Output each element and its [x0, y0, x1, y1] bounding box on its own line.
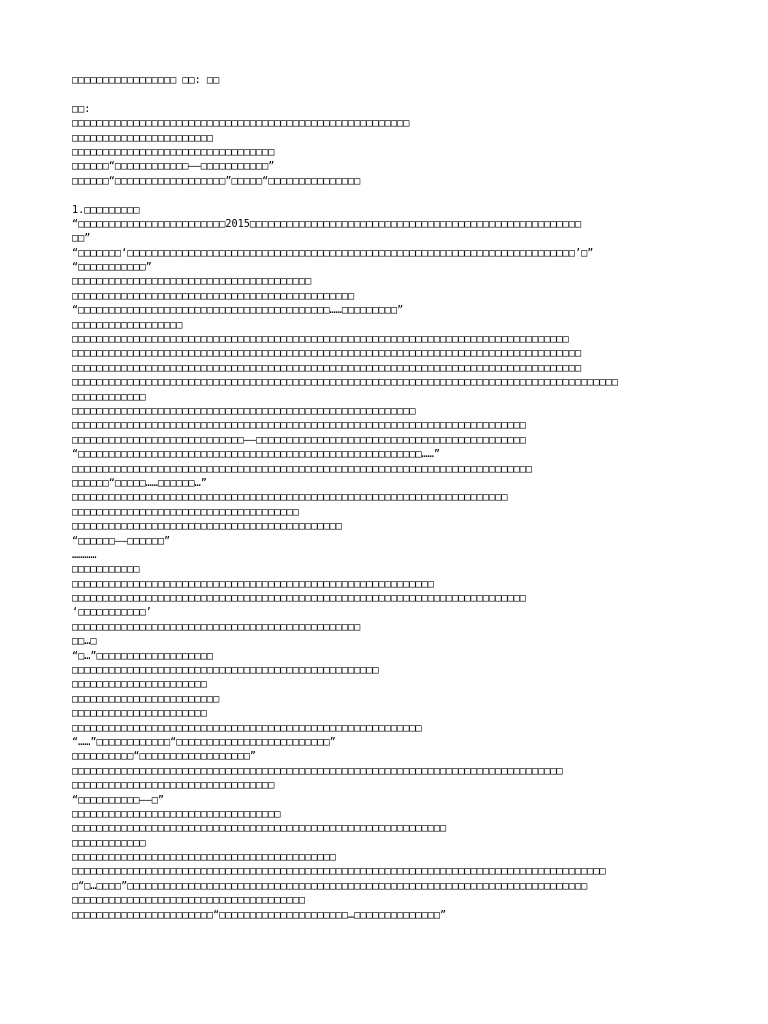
text-line: □□□□□□□□□□□□□□□□□□□□□□□□□□□□□□□□□□□□□□□□□□□□□□□□□□□□□□□□□□□□□□□□□□□□□□□□□□ [72, 593, 526, 605]
text-line: 1.□□□□□□□□□ [72, 204, 140, 216]
text-line: □□□□□□□□□□□□□□□□□□□□□□□□□□□□□□□□□□□□□□□□□□□ [72, 852, 336, 864]
text-line: □□□□□□□□□□□□□□□□□□□□□□ [72, 708, 207, 720]
text-line: □□…□ [72, 636, 97, 648]
text-line: □□□□□□□□□□□□□□□□□□ [72, 319, 183, 331]
text-line: “□□□□□□□□□□□” [72, 262, 152, 274]
text-line: ………… [72, 549, 97, 561]
text-line: “……”□□□□□□□□□□□□“□□□□□□□□□□□□□□□□□□□□□□□□□” [72, 736, 336, 748]
text-line: □□” [72, 233, 91, 245]
document-title: □□□□□□□□□□□□□□□□□ □□: □□ [72, 75, 220, 86]
text-line: □□□□□□□□□□□□□□□□□□□□□□□□□□□□□□□□□□□□□□□□□□□□□□□□□□□□□□□□□ [72, 722, 422, 734]
blank-line [72, 189, 712, 203]
text-line: □□□□□□□□□□□ [72, 564, 140, 576]
text-line: □□□□□□□□□□“□□□□□□□□□□□□□□□□□□” [72, 751, 257, 763]
text-line: □□□□□□□□□□□□□□□□□□□□□□ [72, 679, 207, 691]
text-line: □□□□□□□□□□□□□□□□□□□□□□□□□□□□□□□□□□□□□□□□□□□□□□□□□□ [72, 665, 379, 677]
text-line: □□□□□□□□□□□□ [72, 391, 146, 403]
text-line: □□□□□□□□□□□□□□□□□□□□□□□□□□□□□□□□□□□□□□□□□□□□□□□ [72, 621, 361, 633]
text-line: □□□□□□□□□□□□□□□□□□□□□□□□□□□□□□□□□□□□□□□□□□□□□□□□□□□□□□□□□□□□□□□□□□□□□□□□□□ [72, 420, 526, 432]
text-line: □□□□□□□□□□□□□□□□□□□□□□□□□□□□□□□□□□□□□□□□□□□□□□□□□□□□□□□□□□□□□□□□□□□□□□□□□□□□□□□□□□□ [72, 348, 582, 360]
document-body [72, 74, 712, 923]
text-line: □□□□□□□□□□□□□□□□□□□□□□□□□□□□□□□□□□□□□□□□□□□□ [72, 521, 342, 533]
text-line: “□□□□□□□□□□□□□□□□□□□□□□□□□□□□□□□□□□□□□□□□□□□□□□□□□□□□□□□□……” [72, 449, 441, 461]
text-line: “□□□□□□□□□□——□” [72, 794, 165, 806]
text-line: □□□□□□□□□□□□□□□□□□□□□□□□□□□□□□□□□□□□□□□□□□□□□□□□□□□□□□□□□□□ [72, 578, 434, 590]
text-line: □□□□□□□□□□□□□□□□□□□□□□□□□□□□□□□□□□□□□□□□□□□□□□□□□□□□□□□□□□□□□□□□□□□□□□□□□□□ [72, 463, 533, 475]
blank-line [72, 88, 712, 102]
text-line: □□□□□□□□□□□□□□□□□□□□□□□□□□□□□□□□□□□□□ [72, 506, 299, 518]
text-line: □□: [72, 103, 91, 115]
text-line: □□□□□□□□□□□□□□□□□□□□□□□□□□□□——□□□□□□□□□□□□□□□□□□□□□□□□□□□□□□□□□□□□□□□□□□□□ [72, 434, 526, 446]
text-line: □□□□□□□□□□□□□□□□□□□□□□□“□□□□□□□□□□□□□□□□□□□□□…□□□□□□□□□□□□□□” [72, 909, 447, 921]
text-line: □□□□□□□□□□□□□□□□□□□□□□□□□□□□□□□□□ [72, 780, 275, 792]
text-line: □□□□□□□□□□□□□□□□□□□□□□□□□□□□□□□□□□□□□□□□□□□□□□□□□□□□□□□□□□□□□□□□□□□□□□□□□□□□□□□□□□□ [72, 362, 582, 374]
text-line: □□□□□□□□□□□□□□□□□□□□□□□□□□□□□□□□□□□□□□□□□□□□□□□□□□□□□□□□□□□□□ [72, 823, 447, 835]
text-line: □□□□□□□□□□□□□□□□□□□□□□□□□□□□□□□□□□□□□□□□□□□□□□ [72, 290, 355, 302]
text-line: ‘□□□□□□□□□□□’ [72, 607, 152, 619]
text-line: □□□□□□□□□□□□□□□□□□□□□□□□□□□□□□□□□□□□□□□□□□□□□□□□□□□□□□□□□□□□□□□□□□□□□□□ [72, 492, 508, 504]
text-line: □□□□□□□□□□□□□□□□□□□□□□□□□□□□□□□□□ [72, 146, 275, 158]
text-line: □□□□□□□□□□□□□□□□□□□□□□□□□□□□□□□□□□ [72, 808, 281, 820]
text-line: □□□□□□□□□□□□ [72, 837, 146, 849]
text-line: □□□□□□□□□□□□□□□□□□□□□□□□□□□□□□□□□□□□□□□□□□□□□□□□□□□□□□□□□□□□□□□□□□□□□□□□□□□□□□□□□ [72, 334, 569, 346]
text-line: “□…”□□□□□□□□□□□□□□□□□□□ [72, 650, 214, 662]
text-line: □□□□□□“□□□□□□□□□□□□□□□□□□”□□□□□“□□□□□□□□□□□□□□□ [72, 175, 361, 187]
text-line: □□□□□□□□□□□□□□□□□□□□□□□□□□□□□□□□□□□□□□□□□□□□□□□□□□□□□□□□□□□□□□□□□□□□□□□□□□□□□□□□□□□□□□□□□ [72, 377, 618, 389]
text-line: □□□□□□□□□□□□□□□□□□□□□□□□□□□□□□□□□□□□□□□□□□□□□□□□□□□□□□□ [72, 118, 410, 130]
text-line: □□□□□□“□□□□□□□□□□□□——□□□□□□□□□□□” [72, 161, 275, 173]
text-line: □□□□□□□□□□□□□□□□□□□□□□□□□□□□□□□□□□□□□□ [72, 895, 306, 907]
text-line: □□□□□□□□□□□□□□□□□□□□□□□□ [72, 693, 220, 705]
text-line: “□□□□□□□‘□□□□□□□□□□□□□□□□□□□□□□□□□□□□□□□□□□□□□□□□□□□□□□□□□□□□□□□□□□□□□□□□□□□□□□□□□’□” [72, 247, 594, 259]
text-line: □□□□□□“□□□□□……□□□□□□…” [72, 477, 207, 489]
text-line: □□□□□□□□□□□□□□□□□□□□□□□□□□□□□□□□□□□□□□□ [72, 276, 312, 288]
text-line: □□□□□□□□□□□□□□□□□□□□□□□□□□□□□□□□□□□□□□□□□□□□□□□□□□□□□□□□□□□□□□□□□□□□□□□□□□□□□□□□ [72, 765, 563, 777]
text-line: “□□□□□□□□□□□□□□□□□□□□□□□□□□□□□□□□□□□□□□□□□……□□□□□□□□□” [72, 305, 404, 317]
text-line: “□□□□□□——□□□□□□” [72, 535, 171, 547]
text-line: “□□□□□□□□□□□□□□□□□□□□□□□□2015□□□□□□□□□□□□□□□□□□□□□□□□□□□□□□□□□□□□□□□□□□□□□□□□□□□□□□ [72, 218, 582, 230]
text-line: □“□…□□□□”□□□□□□□□□□□□□□□□□□□□□□□□□□□□□□□□□□□□□□□□□□□□□□□□□□□□□□□□□□□□□□□□□□□□□□□□□□□ [72, 880, 588, 892]
text-line: □□□□□□□□□□□□□□□□□□□□□□□□□□□□□□□□□□□□□□□□□□□□□□□□□□□□□□□□ [72, 405, 416, 417]
text-line: □□□□□□□□□□□□□□□□□□□□□□□□□□□□□□□□□□□□□□□□□□□□□□□□□□□□□□□□□□□□□□□□□□□□□□□□□□□□□□□□□□□□□□□ [72, 866, 606, 878]
text-line: □□□□□□□□□□□□□□□□□□□□□□□ [72, 132, 214, 144]
